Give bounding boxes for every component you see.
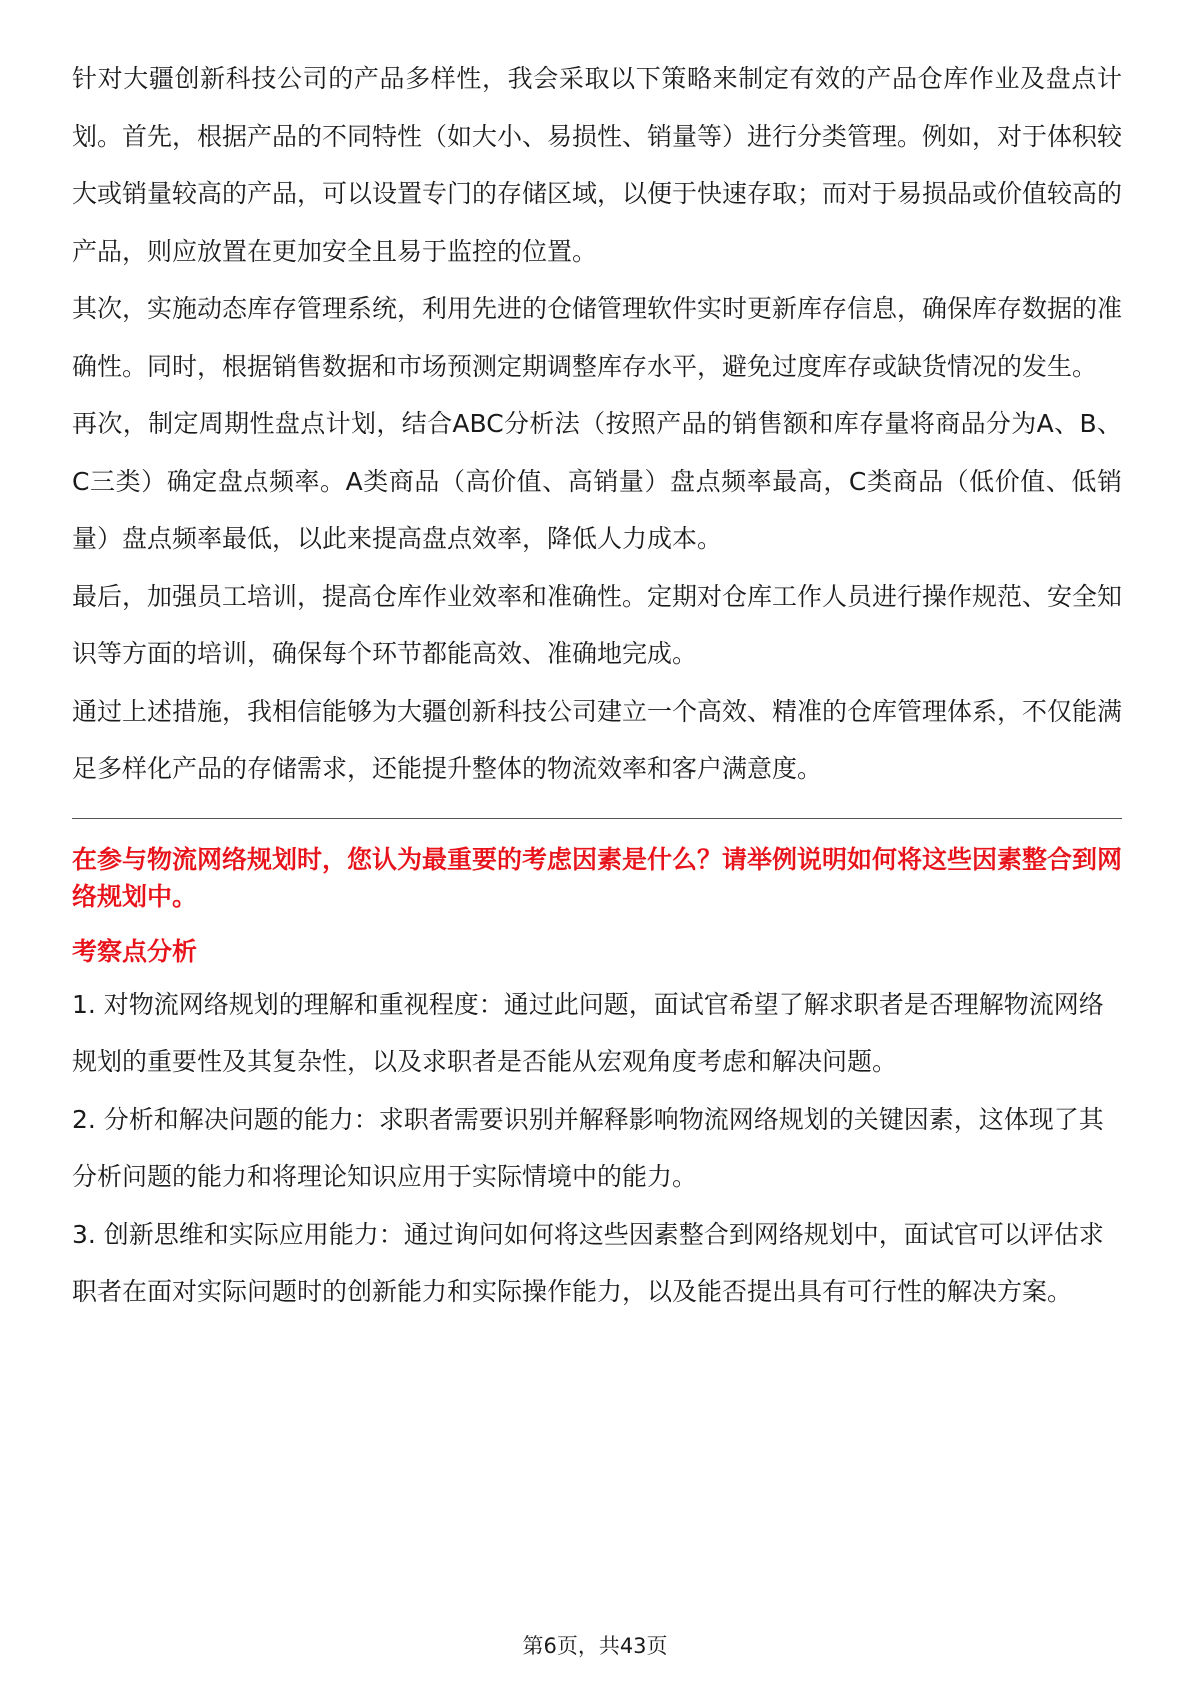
analysis-point-2: 2. 分析和解决问题的能力：求职者需要识别并解释影响物流网络规划的关键因素，这体现了其分析问题的能力和将理论知识应用于实际情境中的能力。 bbox=[72, 1104, 1104, 1191]
answer-section bbox=[72, 50, 1122, 798]
document-page bbox=[72, 50, 1122, 1321]
analysis-title: 考察点分析 bbox=[72, 936, 198, 966]
analysis-list bbox=[72, 976, 1122, 1321]
page-number-footer: 第6页，共43页 bbox=[522, 1634, 668, 1658]
answer-paragraph-2: 其次，实施动态库存管理系统，利用先进的仓储管理软件实时更新库存信息，确保库存数据的准确性。同时，根据销售数据和市场预测定期调整库存水平，避免过度库存或缺货情况的发生。 bbox=[72, 294, 1123, 381]
answer-paragraph-1: 针对大疆创新科技公司的产品多样性，我会采取以下策略来制定有效的产品仓库作业及盘点计划。首先，根据产品的不同特性（如大小、易损性、销量等）进行分类管理。例如，对于体积较大或销量较高的产品，可以设置专门的存储区域，以便于快速存取；而对于易损品或价值较高的产品，则应放置在更加安全且易于监控的位置。 bbox=[72, 64, 1123, 266]
section-divider bbox=[72, 818, 1122, 819]
answer-paragraph-3: 再次，制定周期性盘点计划，结合ABC分析法（按照产品的销售额和库存量将商品分为A、B、C三类）确定盘点频率。A类商品（高价值、高销量）盘点频率最高，C类商品（低价值、低销量）盘点频率最低，以此来提高盘点效率，降低人力成本。 bbox=[72, 409, 1122, 553]
answer-paragraph-4: 最后，加强员工培训，提高仓库作业效率和准确性。定期对仓库工作人员进行操作规范、安全知识等方面的培训，确保每个环节都能高效、准确地完成。 bbox=[72, 581, 1123, 668]
analysis-point-1: 1. 对物流网络规划的理解和重视程度：通过此问题，面试官希望了解求职者是否理解物流网络规划的重要性及其复杂性，以及求职者是否能从宏观角度考虑和解决问题。 bbox=[72, 989, 1104, 1076]
analysis-point-3: 3. 创新思维和实际应用能力：通过询问如何将这些因素整合到网络规划中，面试官可以评估求职者在面对实际问题时的创新能力和实际操作能力，以及能否提出具有可行性的解决方案。 bbox=[72, 1219, 1104, 1306]
interview-question: 在参与物流网络规划时，您认为最重要的考虑因素是什么？请举例说明如何将这些因素整合到网络规划中。 bbox=[72, 844, 1123, 911]
answer-paragraph-5: 通过上述措施，我相信能够为大疆创新科技公司建立一个高效、精准的仓库管理体系，不仅能满足多样化产品的存储需求，还能提升整体的物流效率和客户满意度。 bbox=[72, 696, 1123, 783]
